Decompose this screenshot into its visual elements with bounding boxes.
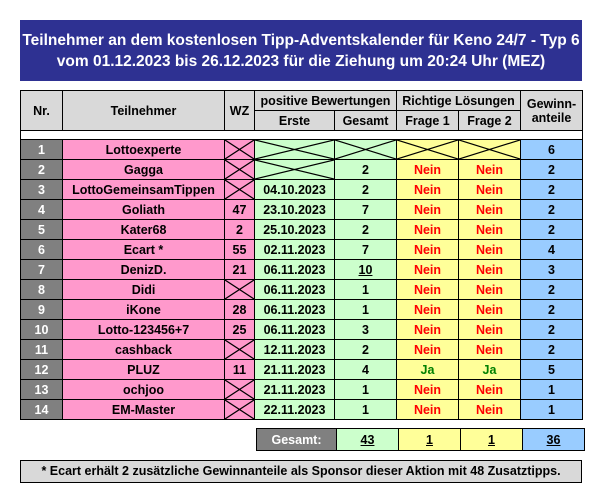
row-frage1: Nein: [397, 200, 459, 220]
title-line-1: Teilnehmer an dem kostenlosen Tipp-Adventskalender für Keno 24/7 - Typ 6: [22, 31, 580, 49]
header-erste: Erste: [255, 111, 335, 131]
row-frage1: Nein: [397, 400, 459, 420]
row-frage1: Nein: [397, 320, 459, 340]
row-wz: 55: [225, 240, 255, 260]
table-row: [21, 280, 583, 300]
table-row: [21, 380, 583, 400]
header-richtige-loesungen: Richtige Lösungen: [397, 91, 521, 111]
row-name: Goliath: [63, 200, 225, 220]
header-nr: Nr.: [21, 91, 63, 131]
cross-out-mark: [225, 140, 254, 159]
row-frage2: Nein: [459, 180, 521, 200]
row-erste: 06.11.2023: [255, 280, 335, 300]
totals-table: [256, 428, 585, 451]
row-name: PLUZ: [63, 360, 225, 380]
table-row: [21, 340, 583, 360]
row-frage2: Ja: [459, 360, 521, 380]
row-gesamt: 3: [335, 320, 397, 340]
row-frage2: Nein: [459, 300, 521, 320]
header-wz: WZ: [225, 91, 255, 131]
cross-out-mark: [225, 340, 254, 359]
cross-out-mark: [255, 160, 334, 179]
table-row: [21, 320, 583, 340]
row-erste: 23.10.2023: [255, 200, 335, 220]
row-frage1: Nein: [397, 380, 459, 400]
table-row: [21, 160, 583, 180]
row-nr: 14: [21, 400, 63, 420]
row-name: Gagga: [63, 160, 225, 180]
row-frage2: Nein: [459, 280, 521, 300]
cross-out-mark: [335, 140, 396, 159]
header-frage1: Frage 1: [397, 111, 459, 131]
row-wz: [225, 280, 255, 300]
row-gesamt: 2: [335, 220, 397, 240]
table-row: [21, 360, 583, 380]
header-gewinn-line1: Gewinn-: [526, 96, 577, 111]
row-nr: 11: [21, 340, 63, 360]
cross-out-mark: [225, 380, 254, 399]
header-frage2: Frage 2: [459, 111, 521, 131]
table-row: [21, 220, 583, 240]
row-frage2: Nein: [459, 200, 521, 220]
row-wz: 25: [225, 320, 255, 340]
totals-frage1: 1: [399, 429, 461, 451]
row-name: iKone: [63, 300, 225, 320]
row-wz: 11: [225, 360, 255, 380]
row-frage1: [397, 140, 459, 160]
row-erste: [255, 140, 335, 160]
row-anteile: 2: [521, 180, 583, 200]
footnote: * Ecart erhält 2 zusätzliche Gewinnanteile als Sponsor dieser Aktion mit 48 Zusatztipps.: [20, 460, 582, 483]
table-row: [21, 300, 583, 320]
table-row: [21, 180, 583, 200]
row-nr: 5: [21, 220, 63, 240]
row-nr: 7: [21, 260, 63, 280]
row-erste: 06.11.2023: [255, 300, 335, 320]
row-wz: [225, 180, 255, 200]
row-nr: 13: [21, 380, 63, 400]
row-gesamt: 1: [335, 300, 397, 320]
row-gesamt: 10: [335, 260, 397, 280]
cross-out-mark: [225, 160, 254, 179]
row-frage1: Nein: [397, 180, 459, 200]
cross-out-mark: [225, 180, 254, 199]
header-gesamt: Gesamt: [335, 111, 397, 131]
row-nr: 4: [21, 200, 63, 220]
row-anteile: 3: [521, 260, 583, 280]
row-erste: [255, 160, 335, 180]
row-frage2: Nein: [459, 400, 521, 420]
row-nr: 10: [21, 320, 63, 340]
row-frage2: Nein: [459, 220, 521, 240]
row-gesamt: 2: [335, 160, 397, 180]
row-gesamt: 4: [335, 360, 397, 380]
row-nr: 8: [21, 280, 63, 300]
row-frage1: Nein: [397, 240, 459, 260]
row-anteile: 2: [521, 320, 583, 340]
row-name: Lottoexperte: [63, 140, 225, 160]
totals-frage2: 1: [461, 429, 523, 451]
row-nr: 6: [21, 240, 63, 260]
totals-gesamt: 43: [337, 429, 399, 451]
row-wz: [225, 400, 255, 420]
row-name: Ecart *: [63, 240, 225, 260]
row-name: cashback: [63, 340, 225, 360]
row-frage1: Nein: [397, 160, 459, 180]
row-frage1: Ja: [397, 360, 459, 380]
table-title: [20, 20, 582, 81]
table-row: [21, 200, 583, 220]
row-gesamt: 7: [335, 240, 397, 260]
row-wz: 2: [225, 220, 255, 240]
row-anteile: 1: [521, 400, 583, 420]
row-gesamt: 7: [335, 200, 397, 220]
row-anteile: 2: [521, 220, 583, 240]
title-line-2: vom 01.12.2023 bis 26.12.2023 für die Ziehung um 20:24 Uhr (MEZ): [56, 52, 546, 70]
row-name: DenizD.: [63, 260, 225, 280]
table-row: [21, 140, 583, 160]
row-frage1: Nein: [397, 340, 459, 360]
row-anteile: 6: [521, 140, 583, 160]
row-erste: 21.11.2023: [255, 380, 335, 400]
table-row: [21, 400, 583, 420]
row-frage2: [459, 140, 521, 160]
row-anteile: 2: [521, 200, 583, 220]
row-erste: 21.11.2023: [255, 360, 335, 380]
row-frage1: Nein: [397, 220, 459, 240]
row-anteile: 2: [521, 160, 583, 180]
row-name: Didi: [63, 280, 225, 300]
row-nr: 12: [21, 360, 63, 380]
cross-out-mark: [225, 280, 254, 299]
table-row: [21, 260, 583, 280]
row-name: LottoGemeinsamTippen: [63, 180, 225, 200]
row-erste: 12.11.2023: [255, 340, 335, 360]
row-nr: 3: [21, 180, 63, 200]
row-frage1: Nein: [397, 260, 459, 280]
cross-out-mark: [397, 140, 458, 159]
row-wz: [225, 380, 255, 400]
row-erste: 04.10.2023: [255, 180, 335, 200]
header-gewinnanteile: [521, 91, 583, 131]
row-gesamt: 1: [335, 380, 397, 400]
row-anteile: 2: [521, 280, 583, 300]
cross-out-mark: [459, 140, 520, 159]
row-anteile: 1: [521, 380, 583, 400]
row-erste: 25.10.2023: [255, 220, 335, 240]
row-wz: 28: [225, 300, 255, 320]
row-wz: [225, 140, 255, 160]
spacer-row: [21, 131, 583, 140]
row-wz: [225, 340, 255, 360]
row-frage1: Nein: [397, 300, 459, 320]
row-frage2: Nein: [459, 260, 521, 280]
row-frage2: Nein: [459, 320, 521, 340]
participants-table: [20, 90, 583, 420]
totals-anteile: 36: [523, 429, 585, 451]
row-frage2: Nein: [459, 380, 521, 400]
row-frage1: Nein: [397, 280, 459, 300]
header-teilnehmer: Teilnehmer: [63, 91, 225, 131]
row-anteile: 2: [521, 340, 583, 360]
header-positive-bewertungen: positive Bewertungen: [255, 91, 397, 111]
row-name: Lotto-123456+7: [63, 320, 225, 340]
table-row: [21, 240, 583, 260]
row-nr: 1: [21, 140, 63, 160]
row-anteile: 5: [521, 360, 583, 380]
row-gesamt: 1: [335, 280, 397, 300]
row-name: ochjoo: [63, 380, 225, 400]
row-gesamt: [335, 140, 397, 160]
row-frage2: Nein: [459, 240, 521, 260]
row-anteile: 4: [521, 240, 583, 260]
totals-label: Gesamt:: [257, 429, 337, 451]
row-erste: 02.11.2023: [255, 240, 335, 260]
row-erste: 22.11.2023: [255, 400, 335, 420]
row-erste: 06.11.2023: [255, 260, 335, 280]
row-wz: 21: [225, 260, 255, 280]
header-gewinn-line2: anteile: [531, 110, 572, 125]
cross-out-mark: [255, 140, 334, 159]
row-wz: [225, 160, 255, 180]
row-wz: 47: [225, 200, 255, 220]
row-name: EM-Master: [63, 400, 225, 420]
row-erste: 06.11.2023: [255, 320, 335, 340]
row-anteile: 2: [521, 300, 583, 320]
row-gesamt: 2: [335, 180, 397, 200]
cross-out-mark: [225, 400, 254, 419]
row-frage2: Nein: [459, 160, 521, 180]
row-gesamt: 2: [335, 340, 397, 360]
row-frage2: Nein: [459, 340, 521, 360]
row-nr: 9: [21, 300, 63, 320]
row-nr: 2: [21, 160, 63, 180]
row-gesamt: 1: [335, 400, 397, 420]
row-name: Kater68: [63, 220, 225, 240]
